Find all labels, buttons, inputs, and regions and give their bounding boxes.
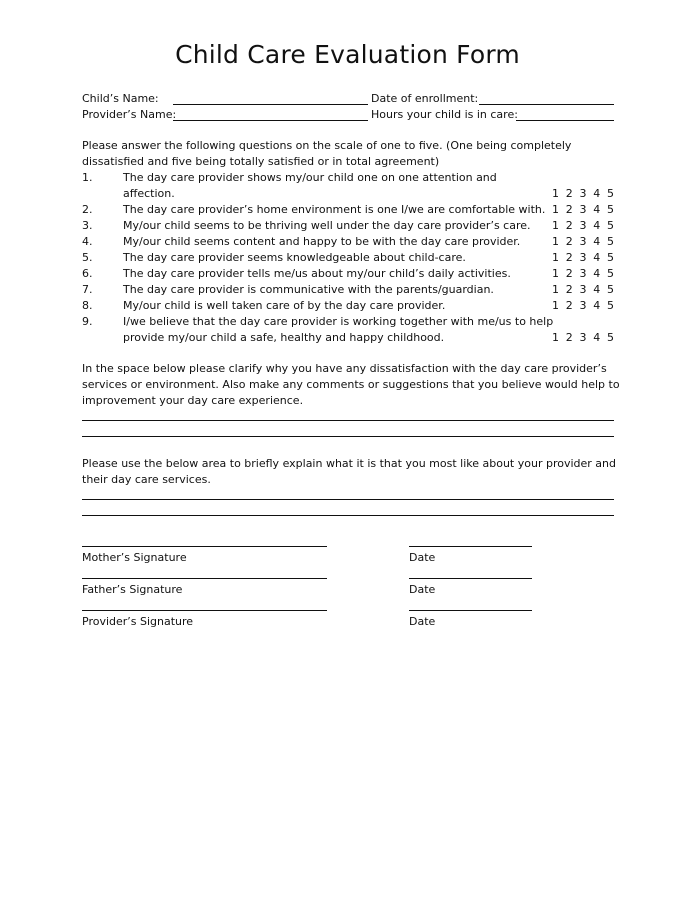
question-text: My/our child seems to be thriving well under the day care provider’s care. bbox=[123, 219, 531, 232]
date-label: Date bbox=[409, 551, 436, 564]
providers-name-label: Provider’s Name: bbox=[82, 108, 177, 121]
rating-3[interactable]: 3 bbox=[579, 267, 587, 280]
rating-5[interactable]: 5 bbox=[607, 299, 614, 312]
rating-4[interactable]: 4 bbox=[593, 299, 601, 312]
rating-scale[interactable] bbox=[552, 250, 614, 266]
question-text: The day care provider seems knowledgeable about child-care. bbox=[123, 251, 466, 264]
rating-3[interactable]: 3 bbox=[579, 283, 587, 296]
rating-4[interactable]: 4 bbox=[593, 203, 601, 216]
rating-1[interactable]: 1 bbox=[552, 267, 559, 280]
rating-1[interactable]: 1 bbox=[552, 283, 559, 296]
question-text: The day care provider tells me/us about my/our child’s daily activities. bbox=[123, 267, 511, 280]
question-text: My/our child is well taken care of by the day care provider. bbox=[123, 299, 446, 312]
rating-1[interactable]: 1 bbox=[552, 203, 559, 216]
mother-signature-line[interactable] bbox=[82, 546, 327, 547]
rating-scale[interactable] bbox=[552, 186, 614, 202]
question-number: 2. bbox=[82, 203, 93, 216]
likes-line-1: Please use the below area to briefly explain what it is that you most like about your provider and bbox=[82, 457, 616, 470]
rating-4[interactable]: 4 bbox=[593, 219, 601, 232]
rating-3[interactable]: 3 bbox=[579, 187, 587, 200]
question-number: 8. bbox=[82, 299, 93, 312]
dissatisfaction-line-2: services or environment. Also make any comments or suggestions that you believe would help to bbox=[82, 378, 620, 391]
providers-name-field[interactable] bbox=[173, 120, 368, 121]
question-text-continued: affection. bbox=[123, 187, 175, 200]
provider-signature-label: Provider’s Signature bbox=[82, 615, 194, 628]
rating-scale[interactable] bbox=[552, 298, 614, 314]
question-text: The day care provider’s home environment is one I/we are comfortable with. bbox=[123, 203, 546, 216]
question-number: 4. bbox=[82, 235, 93, 248]
rating-1[interactable]: 1 bbox=[552, 331, 559, 344]
rating-4[interactable]: 4 bbox=[593, 251, 601, 264]
mother-signature-label: Mother’s Signature bbox=[82, 551, 187, 564]
hours-in-care-label: Hours your child is in care: bbox=[371, 108, 518, 121]
rating-5[interactable]: 5 bbox=[607, 267, 614, 280]
rating-3[interactable]: 3 bbox=[579, 219, 587, 232]
rating-5[interactable]: 5 bbox=[607, 331, 614, 344]
dissatisfaction-line-3: improvement your day care experience. bbox=[82, 394, 304, 407]
date-label: Date bbox=[409, 583, 436, 596]
childs-name-label: Child’s Name: bbox=[82, 92, 159, 105]
rating-4[interactable]: 4 bbox=[593, 267, 601, 280]
rating-5[interactable]: 5 bbox=[607, 203, 614, 216]
rating-scale[interactable] bbox=[552, 266, 614, 282]
question-number: 5. bbox=[82, 251, 93, 264]
rating-2[interactable]: 2 bbox=[565, 267, 573, 280]
instructions-line-2: dissatisfied and five being totally satisfied or in total agreement) bbox=[82, 155, 440, 168]
father-signature-label: Father’s Signature bbox=[82, 583, 183, 596]
likes-line-2: their day care services. bbox=[82, 473, 211, 486]
provider-date-line[interactable] bbox=[409, 610, 532, 611]
rating-1[interactable]: 1 bbox=[552, 251, 559, 264]
rating-4[interactable]: 4 bbox=[593, 283, 601, 296]
rating-3[interactable]: 3 bbox=[579, 235, 587, 248]
rating-4[interactable]: 4 bbox=[593, 331, 601, 344]
provider-signature-line[interactable] bbox=[82, 610, 327, 611]
rating-5[interactable]: 5 bbox=[607, 283, 614, 296]
rating-5[interactable]: 5 bbox=[607, 219, 614, 232]
hours-in-care-field[interactable] bbox=[516, 120, 614, 121]
rating-2[interactable]: 2 bbox=[565, 251, 573, 264]
page-title: Child Care Evaluation Form bbox=[175, 40, 520, 69]
rating-scale[interactable] bbox=[552, 234, 614, 250]
rating-2[interactable]: 2 bbox=[565, 187, 573, 200]
rating-1[interactable]: 1 bbox=[552, 219, 559, 232]
rating-2[interactable]: 2 bbox=[565, 235, 573, 248]
father-date-line[interactable] bbox=[409, 578, 532, 579]
question-text: The day care provider is communicative with the parents/guardian. bbox=[123, 283, 494, 296]
rating-scale[interactable] bbox=[552, 202, 614, 218]
rating-4[interactable]: 4 bbox=[593, 187, 601, 200]
rating-scale[interactable] bbox=[552, 218, 614, 234]
rating-1[interactable]: 1 bbox=[552, 235, 559, 248]
rating-3[interactable]: 3 bbox=[579, 331, 587, 344]
rating-3[interactable]: 3 bbox=[579, 251, 587, 264]
rating-1[interactable]: 1 bbox=[552, 299, 559, 312]
question-text: My/our child seems content and happy to be with the day care provider. bbox=[123, 235, 521, 248]
question-number: 9. bbox=[82, 315, 93, 328]
comment-line[interactable] bbox=[82, 436, 614, 437]
childs-name-field[interactable] bbox=[173, 104, 368, 105]
rating-scale[interactable] bbox=[552, 330, 614, 346]
question-number: 6. bbox=[82, 267, 93, 280]
rating-5[interactable]: 5 bbox=[607, 187, 614, 200]
instructions-line-1: Please answer the following questions on the scale of one to five. (One being completely bbox=[82, 139, 572, 152]
comment-line[interactable] bbox=[82, 420, 614, 421]
rating-1[interactable]: 1 bbox=[552, 187, 559, 200]
rating-5[interactable]: 5 bbox=[607, 251, 614, 264]
rating-2[interactable]: 2 bbox=[565, 283, 573, 296]
rating-2[interactable]: 2 bbox=[565, 219, 573, 232]
date-of-enrollment-label: Date of enrollment: bbox=[371, 92, 479, 105]
rating-3[interactable]: 3 bbox=[579, 299, 587, 312]
likes-answer-line[interactable] bbox=[82, 499, 614, 500]
question-text: The day care provider shows my/our child one on one attention and bbox=[123, 171, 497, 184]
mother-date-line[interactable] bbox=[409, 546, 532, 547]
father-signature-line[interactable] bbox=[82, 578, 327, 579]
rating-4[interactable]: 4 bbox=[593, 235, 601, 248]
question-number: 3. bbox=[82, 219, 93, 232]
dissatisfaction-line-1: In the space below please clarify why you have any dissatisfaction with the day care provider’s bbox=[82, 362, 607, 375]
rating-3[interactable]: 3 bbox=[579, 203, 587, 216]
rating-2[interactable]: 2 bbox=[565, 203, 573, 216]
question-number: 1. bbox=[82, 171, 93, 184]
rating-2[interactable]: 2 bbox=[565, 299, 573, 312]
date-label: Date bbox=[409, 615, 436, 628]
rating-5[interactable]: 5 bbox=[607, 235, 614, 248]
likes-answer-line[interactable] bbox=[82, 515, 614, 516]
question-text: I/we believe that the day care provider is working together with me/us to help bbox=[123, 315, 554, 328]
question-text-continued: provide my/our child a safe, healthy and happy childhood. bbox=[123, 331, 445, 344]
rating-2[interactable]: 2 bbox=[565, 331, 573, 344]
question-number: 7. bbox=[82, 283, 93, 296]
date-of-enrollment-field[interactable] bbox=[479, 104, 614, 105]
rating-scale[interactable] bbox=[552, 282, 614, 298]
